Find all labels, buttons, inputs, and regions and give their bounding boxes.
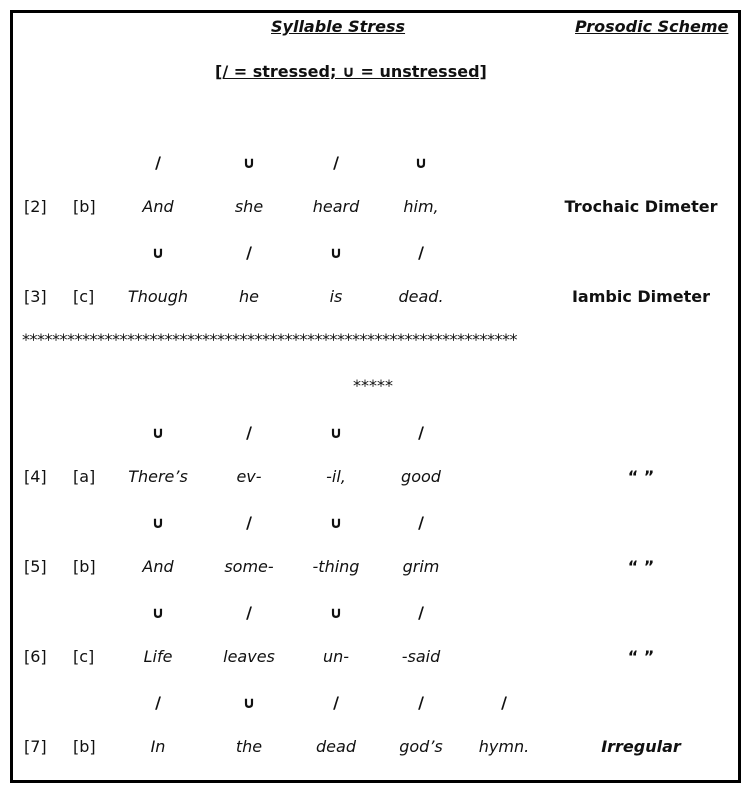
- stressed-mark: /: [333, 693, 339, 712]
- verse-word: good: [401, 467, 441, 486]
- verse-word: Though: [127, 287, 189, 306]
- rhyme-label: [b]: [73, 737, 96, 756]
- prosodic-scheme: “ ”: [627, 647, 655, 666]
- stanza-break: *****: [353, 376, 393, 395]
- unstressed-mark: ∪: [329, 513, 343, 532]
- verse-word: him,: [403, 197, 439, 216]
- verse-word: un-: [322, 647, 350, 666]
- stressed-mark: /: [418, 513, 424, 532]
- table-frame: [10, 10, 741, 783]
- unstressed-mark: ∪: [329, 423, 343, 442]
- verse-word: heard: [312, 197, 360, 216]
- rhyme-label: [a]: [73, 467, 96, 486]
- prosodic-scheme-heading: Prosodic Scheme: [575, 17, 729, 36]
- prosodic-scheme: Trochaic Dimeter: [564, 197, 718, 216]
- verse-word: he: [239, 287, 259, 306]
- prosodic-scheme: Irregular: [601, 737, 681, 756]
- stressed-mark: /: [418, 603, 424, 622]
- verse-word: the: [235, 737, 263, 756]
- syllable-stress-heading: Syllable Stress: [271, 17, 406, 36]
- unstressed-mark: ∪: [151, 513, 165, 532]
- verse-word: she: [234, 197, 264, 216]
- verse-word: grim: [402, 557, 440, 576]
- line-number: [3]: [24, 287, 47, 306]
- prosodic-scheme: Iambic Dimeter: [571, 287, 711, 306]
- stressed-mark: /: [246, 513, 252, 532]
- stressed-mark: /: [246, 243, 252, 262]
- verse-word: -il,: [326, 467, 346, 486]
- stressed-mark: /: [501, 693, 507, 712]
- verse-word: god’s: [399, 737, 443, 756]
- line-number: [6]: [24, 647, 47, 666]
- verse-word: dead: [316, 737, 356, 756]
- verse-word: is: [329, 287, 343, 306]
- unstressed-mark: ∪: [329, 243, 343, 262]
- unstressed-mark: ∪: [151, 603, 165, 622]
- verse-word: -thing: [312, 557, 360, 576]
- verse-word: ev-: [236, 467, 262, 486]
- stressed-mark: /: [246, 423, 252, 442]
- rhyme-label: [b]: [73, 197, 96, 216]
- verse-word: And: [142, 197, 174, 216]
- stressed-mark: /: [333, 153, 339, 172]
- unstressed-mark: ∪: [329, 603, 343, 622]
- verse-word: There’s: [128, 467, 188, 486]
- stressed-mark: /: [418, 243, 424, 262]
- verse-word: And: [142, 557, 174, 576]
- unstressed-mark: ∪: [414, 153, 428, 172]
- verse-word: dead.: [398, 287, 444, 306]
- unstressed-mark: ∪: [151, 243, 165, 262]
- stressed-mark: /: [155, 153, 161, 172]
- verse-word: Life: [143, 647, 173, 666]
- verse-word: -said: [401, 647, 441, 666]
- line-number: [2]: [24, 197, 47, 216]
- line-number: [5]: [24, 557, 47, 576]
- verse-word: In: [150, 737, 166, 756]
- stressed-mark: /: [418, 423, 424, 442]
- verse-word: hymn.: [478, 737, 530, 756]
- rhyme-label: [b]: [73, 557, 96, 576]
- section-divider: ******************************************************************: [22, 330, 517, 349]
- unstressed-mark: ∪: [242, 693, 256, 712]
- line-number: [4]: [24, 467, 47, 486]
- prosodic-scheme: “ ”: [627, 467, 655, 486]
- verse-word: some-: [224, 557, 274, 576]
- unstressed-mark: ∪: [151, 423, 165, 442]
- stressed-mark: /: [418, 693, 424, 712]
- rhyme-label: [c]: [73, 647, 95, 666]
- unstressed-mark: ∪: [242, 153, 256, 172]
- verse-word: leaves: [223, 647, 275, 666]
- line-number: [7]: [24, 737, 47, 756]
- stressed-mark: /: [155, 693, 161, 712]
- stress-legend: [/ = stressed; ∪ = unstressed]: [215, 62, 487, 81]
- prosodic-scheme: “ ”: [627, 557, 655, 576]
- rhyme-label: [c]: [73, 287, 95, 306]
- stressed-mark: /: [246, 603, 252, 622]
